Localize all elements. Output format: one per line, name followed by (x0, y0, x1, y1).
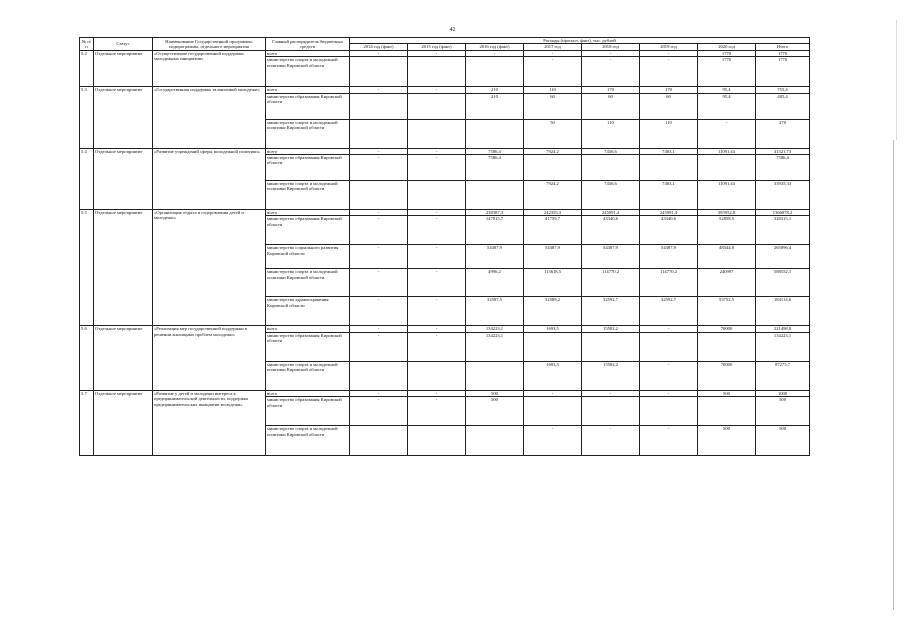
cell-value (582, 332, 640, 361)
row-name: «Государственная поддержка талантливой молодежи» (153, 87, 266, 148)
row-gov-entity: министерство образования Кировской области (266, 93, 350, 119)
row-gov-entity: министерство спорта и молодежной политики Кировской области (266, 269, 350, 297)
cell-value: - (408, 50, 466, 56)
cell-value (350, 119, 408, 148)
cell-value: 110 (524, 87, 582, 93)
col-header-year: 2014 год (факт) (350, 44, 408, 50)
cell-value: 54387,9 (582, 245, 640, 269)
cell-value (466, 361, 524, 390)
cell-value: 170 (640, 87, 698, 93)
cell-total: 500 (756, 397, 810, 426)
cell-value: - (524, 390, 582, 396)
cell-value: 238387,3 (466, 210, 524, 216)
table-body (80, 50, 810, 455)
cell-value: 54387,9 (524, 245, 582, 269)
cell-value: 7924,2 (524, 148, 582, 154)
cell-total: 1366878,2 (756, 210, 810, 216)
cell-value: - (350, 332, 408, 361)
cell-value: 500 (466, 397, 524, 426)
row-gov-entity: всего (266, 148, 350, 154)
cell-value: - (408, 87, 466, 93)
cell-value: 32592,7 (640, 297, 698, 326)
cell-value: 7483,1 (640, 148, 698, 154)
col-header-name: Наименование Государственной программы, подпрограммы, отдельного мероприятия (153, 38, 266, 51)
cell-value (408, 361, 466, 390)
cell-value: 32592,7 (582, 297, 640, 326)
cell-value: 11091,43 (698, 148, 756, 154)
row-gov-entity: министерство здравоохранения Кировской области (266, 297, 350, 326)
cell-total: 1000 (756, 390, 810, 396)
row-gov-entity: министерство образования Кировской области (266, 155, 350, 181)
cell-value: 43340,6 (640, 216, 698, 245)
cell-value: 4996,2 (466, 269, 524, 297)
cell-value: 32589,2 (524, 297, 582, 326)
cell-value: - (408, 297, 466, 326)
row-number: 5.6 (80, 326, 94, 390)
cell-value (350, 361, 408, 390)
row-gov-entity: министерство образования Кировской области (266, 216, 350, 245)
cell-value: 114770,2 (640, 269, 698, 297)
cell-value: - (582, 426, 640, 456)
cell-value (524, 155, 582, 181)
row-number: 5.3 (80, 87, 94, 148)
row-number: 5.2 (80, 50, 94, 86)
cell-value: 95,4 (698, 93, 756, 119)
cell-value: 7586,4 (466, 155, 524, 181)
cell-value: 113618,5 (524, 269, 582, 297)
row-gov-entity: министерство образования Кировской области (266, 397, 350, 426)
col-header-gov: Главный распорядитель бюджетных средств (266, 38, 350, 51)
col-header-total: Итого (756, 44, 810, 50)
cell-total: 1770 (756, 57, 810, 87)
cell-value (408, 57, 466, 87)
cell-value: 134223,1 (466, 326, 524, 332)
cell-value: 48344,8 (698, 245, 756, 269)
cell-value: - (350, 326, 408, 332)
cell-value: - (408, 155, 466, 181)
cell-value (466, 426, 524, 456)
col-header-status: Статус (94, 38, 153, 51)
cell-value: - (698, 119, 756, 148)
row-gov-entity: всего (266, 326, 350, 332)
cell-total: 328315,1 (756, 216, 810, 245)
col-header-year: 2017 год (524, 44, 582, 50)
row-number: 5.7 (80, 390, 94, 455)
cell-value: - (640, 50, 698, 56)
row-status: Отдельное мероприятие (94, 148, 153, 209)
cell-value: 245091,4 (640, 210, 698, 216)
cell-value: 114770,2 (582, 269, 640, 297)
page-number: 42 (449, 27, 456, 33)
row-gov-entity: министерство спорта и молодежной политики Кировской области (266, 57, 350, 87)
cell-value: - (350, 216, 408, 245)
cell-value (582, 397, 640, 426)
cell-value: - (408, 332, 466, 361)
row-number: 5.4 (80, 148, 94, 209)
cell-value: 500 (698, 390, 756, 396)
row-gov-entity: министерство социального развития Кировской области (266, 245, 350, 269)
cell-value: - (408, 245, 466, 269)
row-number: 5.5 (80, 210, 94, 326)
cell-value: 54387,9 (466, 245, 524, 269)
cell-value: 15582,2 (582, 361, 640, 390)
cell-value: 95,4 (698, 87, 756, 93)
row-status: Отдельное мероприятие (94, 210, 153, 326)
cell-value (640, 397, 698, 426)
cell-value (640, 332, 698, 361)
cell-value: 395952,8 (698, 210, 756, 216)
cell-value: 500 (466, 390, 524, 396)
cell-total: 221498,8 (756, 326, 810, 332)
cell-value: - (640, 57, 698, 87)
cell-value: 7436,6 (582, 148, 640, 154)
row-gov-entity: всего (266, 390, 350, 396)
cell-value: - (350, 297, 408, 326)
cell-value: - (350, 210, 408, 216)
cell-value: 60 (524, 93, 582, 119)
cell-value: - (582, 57, 640, 87)
cell-value: - (350, 245, 408, 269)
cell-value (524, 397, 582, 426)
cell-value: - (408, 210, 466, 216)
cell-value: - (350, 148, 408, 154)
cell-value (350, 57, 408, 87)
cell-value: - (524, 426, 582, 456)
cell-value: - (408, 326, 466, 332)
cell-value: - (350, 155, 408, 181)
cell-value: 43340,6 (582, 216, 640, 245)
cell-total: 87275,7 (756, 361, 810, 390)
row-name: «Реализация мер государственной поддержки в решении жилищных проблем молодежи» (153, 326, 266, 390)
cell-value: 7586,4 (466, 148, 524, 154)
cell-total: 41521,73 (756, 148, 810, 154)
cell-value (466, 181, 524, 210)
row-name: «Осуществление государственной поддержки молодежных инициатив» (153, 50, 266, 86)
cell-value (640, 155, 698, 181)
cell-value: - (408, 148, 466, 154)
cell-value: 210 (466, 93, 524, 119)
cell-value: 210 (466, 87, 524, 93)
cell-value: - (350, 397, 408, 426)
budget-table (79, 37, 810, 456)
cell-value: 240997 (698, 269, 756, 297)
cell-value (408, 181, 466, 210)
cell-value (524, 332, 582, 361)
cell-value: 170 (582, 87, 640, 93)
cell-value: 147015,7 (466, 216, 524, 245)
cell-value: - (350, 269, 408, 297)
cell-value (698, 155, 756, 181)
cell-value: 242355,3 (524, 210, 582, 216)
cell-value (408, 119, 466, 148)
col-header-year: 2016 год (факт) (466, 44, 524, 50)
row-status: Отдельное мероприятие (94, 390, 153, 455)
cell-value (408, 93, 466, 119)
row-status: Отдельное мероприятие (94, 326, 153, 390)
cell-value (466, 119, 524, 148)
cell-value: 7436,6 (582, 181, 640, 210)
cell-value: 15582,2 (582, 326, 640, 332)
cell-value: - (408, 269, 466, 297)
row-name: «Организация отдыха и оздоровления детей и молодежи» (153, 210, 266, 326)
cell-value: - (350, 390, 408, 396)
row-status: Отдельное мероприятие (94, 87, 153, 148)
cell-value: 500 (698, 426, 756, 456)
scan-edge-line (893, 140, 894, 610)
row-gov-entity: всего (266, 50, 350, 56)
cell-value: - (524, 57, 582, 87)
cell-value: 52858,5 (698, 216, 756, 245)
cell-value: - (408, 390, 466, 396)
col-header-year: 2018 год (582, 44, 640, 50)
cell-value: - (582, 390, 640, 396)
cell-value: - (640, 390, 698, 396)
cell-value: 1693,5 (524, 361, 582, 390)
cell-value (698, 397, 756, 426)
cell-total: 134223,1 (756, 332, 810, 361)
col-header-num: № п/п (80, 38, 94, 51)
row-name: «Развитие у детей и молодежи интереса к предпринимательской деятельности, поддержка предпринимательских инициатив молодежи» (153, 390, 266, 455)
row-gov-entity: министерство спорта и молодежной политики Кировской области (266, 426, 350, 456)
cell-value: - (640, 426, 698, 456)
cell-total: 265896,4 (756, 245, 810, 269)
cell-value (582, 155, 640, 181)
cell-total: 588552,1 (756, 269, 810, 297)
cell-value (698, 332, 756, 361)
cell-value: - (408, 216, 466, 245)
cell-total: 1770 (756, 50, 810, 56)
cell-value: 7483,1 (640, 181, 698, 210)
cell-total: 485,4 (756, 93, 810, 119)
cell-value: 60 (640, 93, 698, 119)
cell-total: 33935,33 (756, 181, 810, 210)
cell-value: - (350, 87, 408, 93)
row-gov-entity: министерство спорта и молодежной политики Кировской области (266, 181, 350, 210)
cell-value: 41759,7 (524, 216, 582, 245)
cell-value: - (524, 50, 582, 56)
cell-value: 1693,5 (524, 326, 582, 332)
cell-total: 7586,4 (756, 155, 810, 181)
cell-value (350, 181, 408, 210)
cell-value: 60 (582, 93, 640, 119)
row-name: «Развитие учреждений сферы молодежной политики» (153, 148, 266, 209)
cell-value: - (640, 326, 698, 332)
cell-value: 245091,4 (582, 210, 640, 216)
cell-value: 53752,5 (698, 297, 756, 326)
cell-value (408, 426, 466, 456)
row-status: Отдельное мероприятие (94, 50, 153, 86)
cell-value: - (640, 361, 698, 390)
cell-value: 32587,5 (466, 297, 524, 326)
col-header-year: 2015 год (факт) (408, 44, 466, 50)
cell-value: - (466, 50, 524, 56)
cell-total: 755,4 (756, 87, 810, 93)
cell-value (350, 93, 408, 119)
cell-value: 70000 (698, 326, 756, 332)
cell-value: - (350, 50, 408, 56)
cell-value: 11091,43 (698, 181, 756, 210)
cell-value: 7924,2 (524, 181, 582, 210)
cell-value: 110 (640, 119, 698, 148)
cell-value: - (582, 50, 640, 56)
row-gov-entity: всего (266, 87, 350, 93)
cell-value: 1770 (698, 57, 756, 87)
row-gov-entity: министерство спорта и молодежной политики Кировской области (266, 119, 350, 148)
cell-value: 70000 (698, 361, 756, 390)
row-gov-entity: всего (266, 210, 350, 216)
cell-value: 110 (582, 119, 640, 148)
cell-value (350, 426, 408, 456)
cell-total: 500 (756, 426, 810, 456)
cell-total: 270 (756, 119, 810, 148)
cell-value: 1770 (698, 50, 756, 56)
cell-value: 54387,9 (640, 245, 698, 269)
col-header-expenses: Расходы (прогноз, факт), тыс. рублей (350, 38, 810, 44)
scan-edge-line (896, 20, 897, 140)
col-header-year: 2020 год (698, 44, 756, 50)
cell-value: - (408, 397, 466, 426)
cell-value: 134223,1 (466, 332, 524, 361)
cell-value (466, 57, 524, 87)
cell-value: 50 (524, 119, 582, 148)
row-gov-entity: министерство спорта и молодежной политики Кировской области (266, 361, 350, 390)
col-header-year: 2019 год (640, 44, 698, 50)
cell-total: 184114,6 (756, 297, 810, 326)
row-gov-entity: министерство образования Кировской области (266, 332, 350, 361)
